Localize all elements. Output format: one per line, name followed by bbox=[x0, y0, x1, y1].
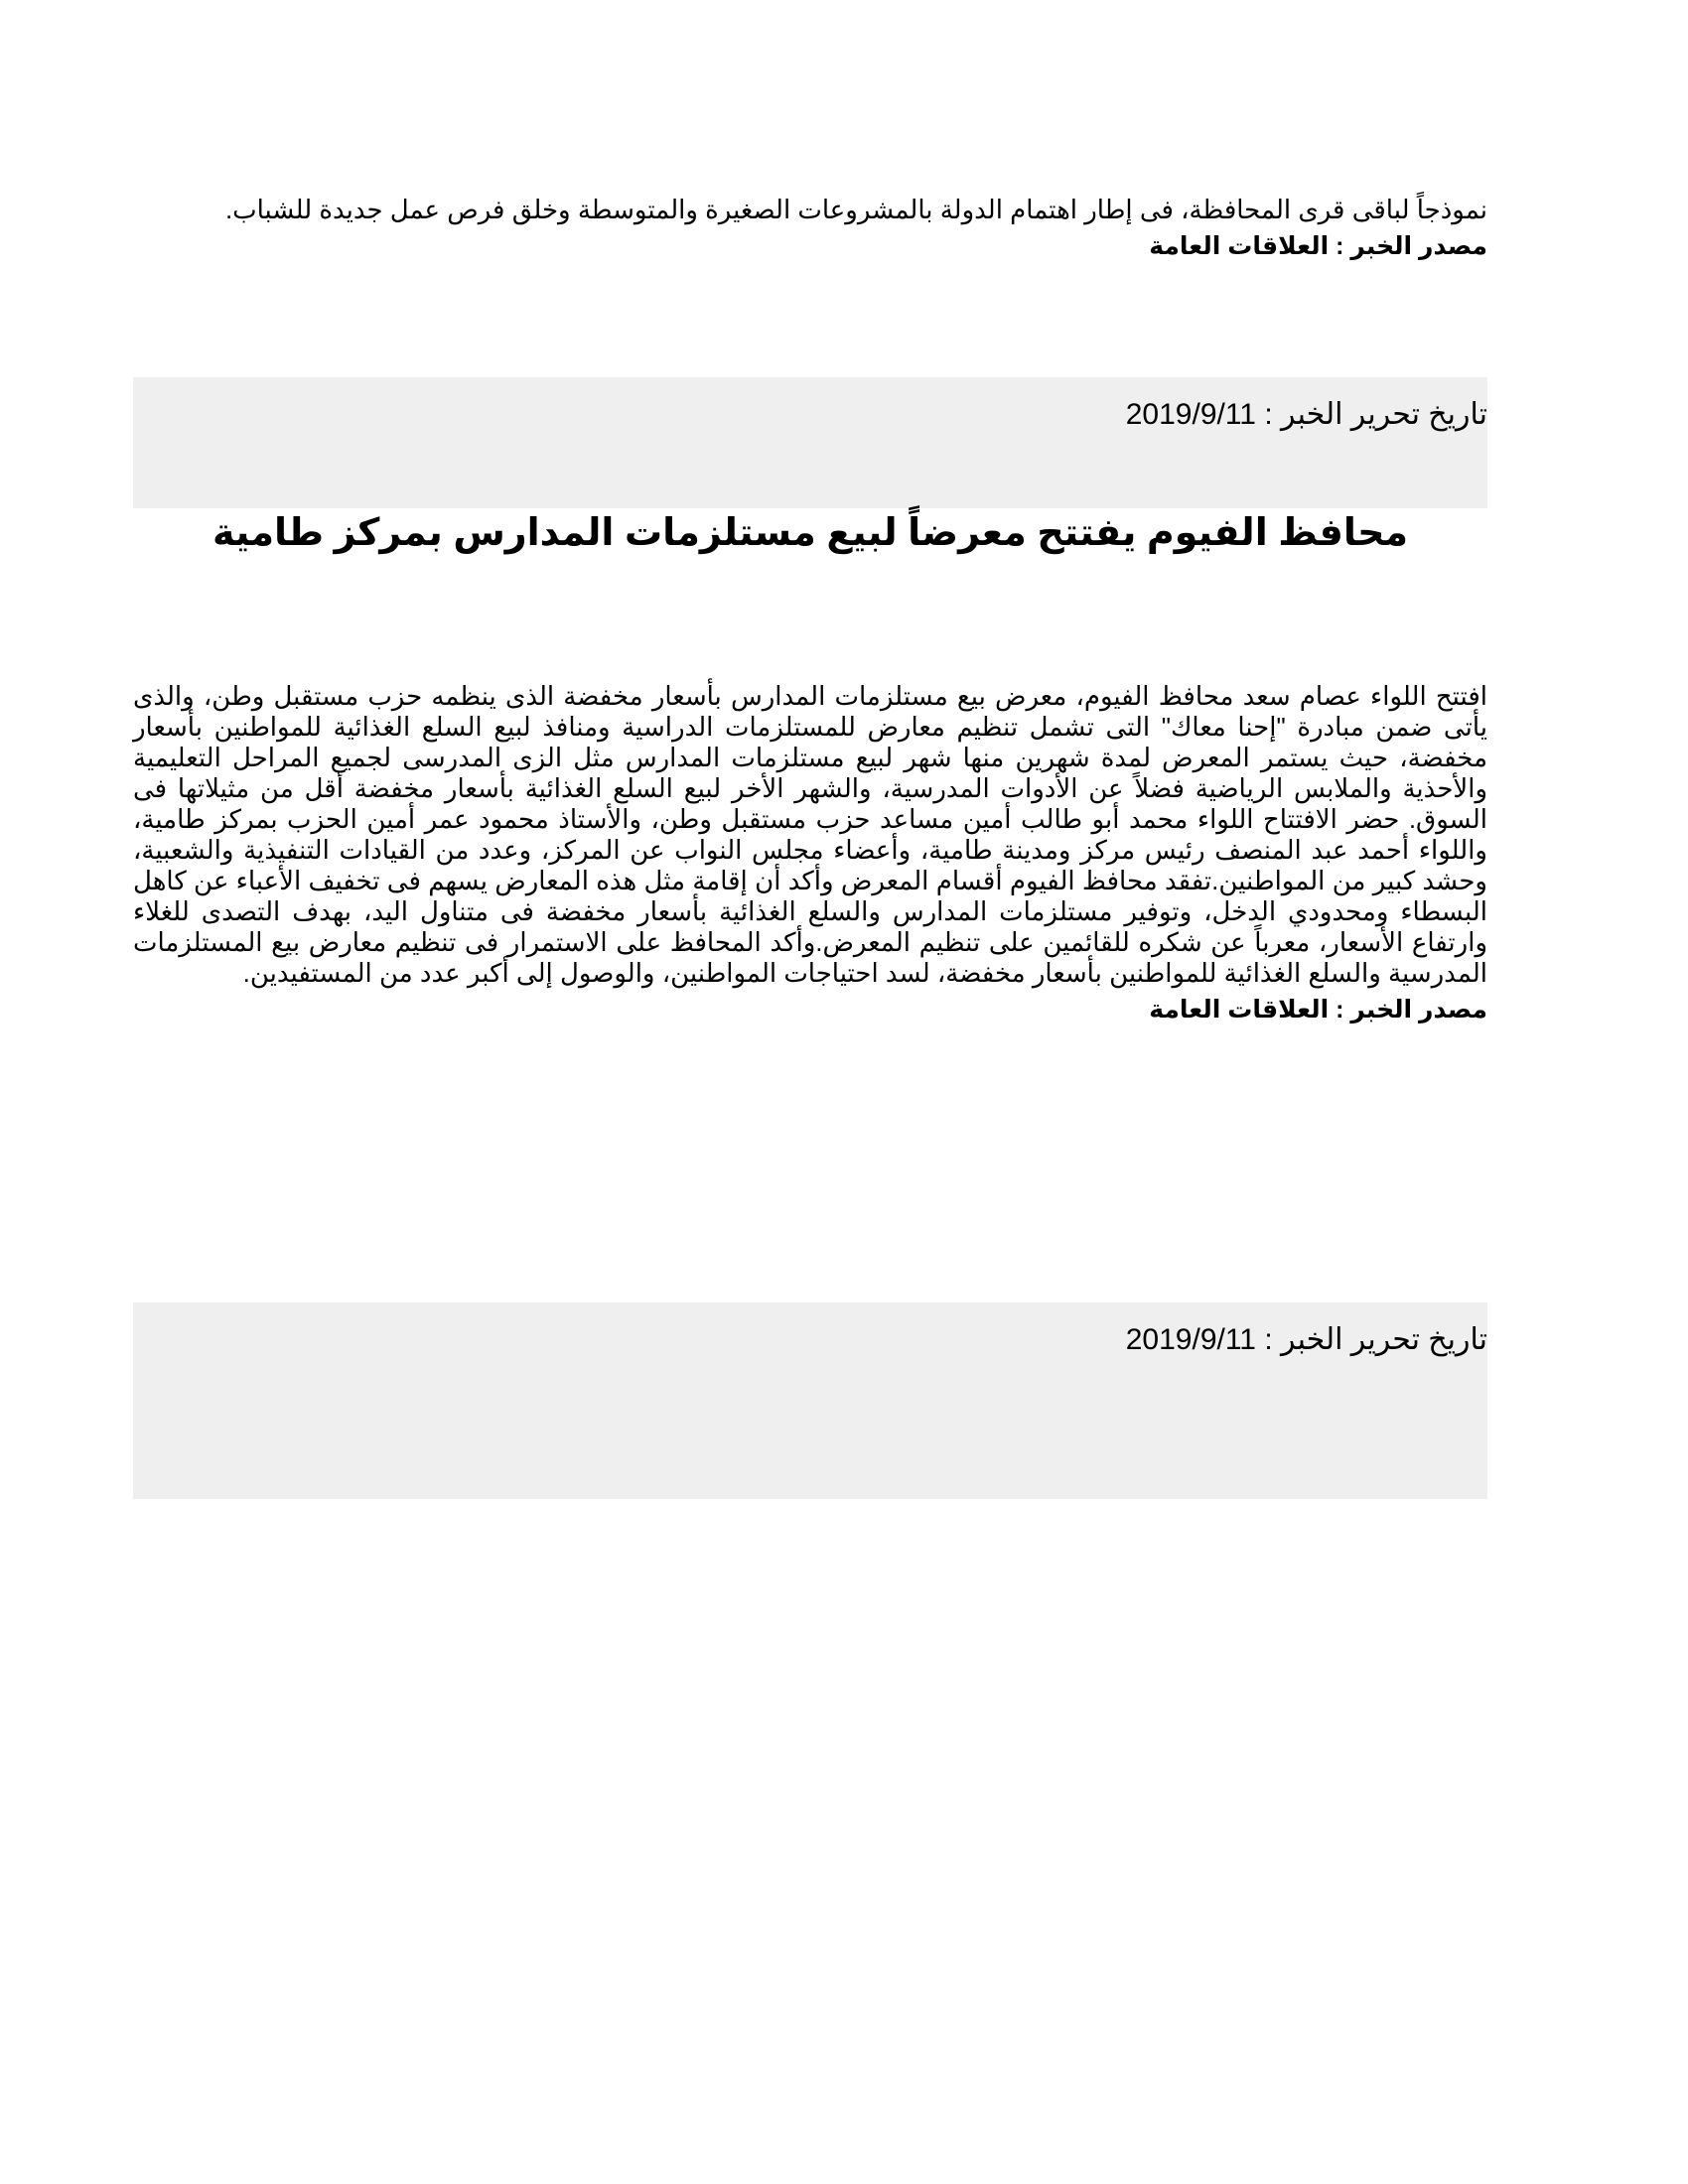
article-source: مصدر الخبر : العلاقات العامة bbox=[1149, 996, 1487, 1024]
date-label: تاريخ تحرير الخبر : bbox=[1264, 398, 1487, 431]
article bbox=[133, 681, 1487, 1026]
date-value: 2019/9/11 bbox=[1125, 1323, 1256, 1356]
date-value: 2019/9/11 bbox=[1125, 398, 1256, 431]
date-label: تاريخ تحرير الخبر : bbox=[1264, 1323, 1487, 1356]
previous-article-source: مصدر الخبر : العلاقات العامة bbox=[1149, 232, 1487, 260]
previous-article-date bbox=[1126, 397, 1487, 433]
article-body: افتتح اللواء عصام سعد محافظ الفيوم، معرض بيع مستلزمات المدارس بأسعار مخفضة الذى ينظمه حزب مستقبل وطن، والذى يأتى ضمن مبادرة "إحنا معاك" التى تشمل تنظيم معارض للمستلزمات الدراسية ومنافذ لبيع السلع الغذائية للمواطنين بأسعار مخفضة، حيث يستمر المعرض لمدة شهرين منها شهر لبيع مستلزمات المدارس مثل الزى المدرسى لجميع المراحل التعليمية والأحذية والملابس الرياضية فضلاً عن الأدوات المدرسية، والشهر الأخر لبيع السلع الغذائية بأسعار مخفضة أقل من مثيلاتها فى السوق. حضر الافتتاح اللواء محمد أبو طالب أمين مساعد حزب مستقبل وطن، والأستاذ محمود عمر أمين الحزب بمركز طامية، واللواء أحمد عبد المنصف رئيس مركز ومدينة طامية، وأعضاء مجلس النواب عن المركز، وعدد من القيادات التنفيذية والشعبية، وحشد كبير من المواطنين.تفقد محافظ الفيوم أقسام المعرض وأكد أن إقامة مثل هذه المعارض يسهم فى تخفيف الأعباء عن كاهل البسطاء ومحدودي الدخل، وتوفير مستلزمات المدارس والسلع الغذائية بأسعار مخفضة فى متناول اليد، بهدف التصدى للغلاء وارتفاع الأسعار، معرباً عن شكره للقائمين على تنظيم المعرض.وأكد المحافظ على الاستمرار فى تنظيم معارض بيع المستلزمات المدرسية والسلع الغذائية للمواطنين بأسعار مخفضة، لسد احتياجات المواطنين، والوصول إلى أكبر عدد من المستفيدين. bbox=[133, 681, 1487, 988]
article-date bbox=[1126, 1322, 1487, 1358]
previous-article-date-box bbox=[133, 377, 1487, 508]
article-title: محافظ الفيوم يفتتح معرضاً لبيع مستلزمات المدارس بمركز طامية bbox=[211, 512, 1409, 554]
previous-article-body: نموذجاً لباقى قرى المحافظة، فى إطار اهتمام الدولة بالمشروعات الصغيرة والمتوسطة وخلق فرص عمل جديدة للشباب. bbox=[224, 195, 1487, 224]
previous-article bbox=[133, 195, 1487, 263]
article-date-box bbox=[133, 1302, 1487, 1499]
